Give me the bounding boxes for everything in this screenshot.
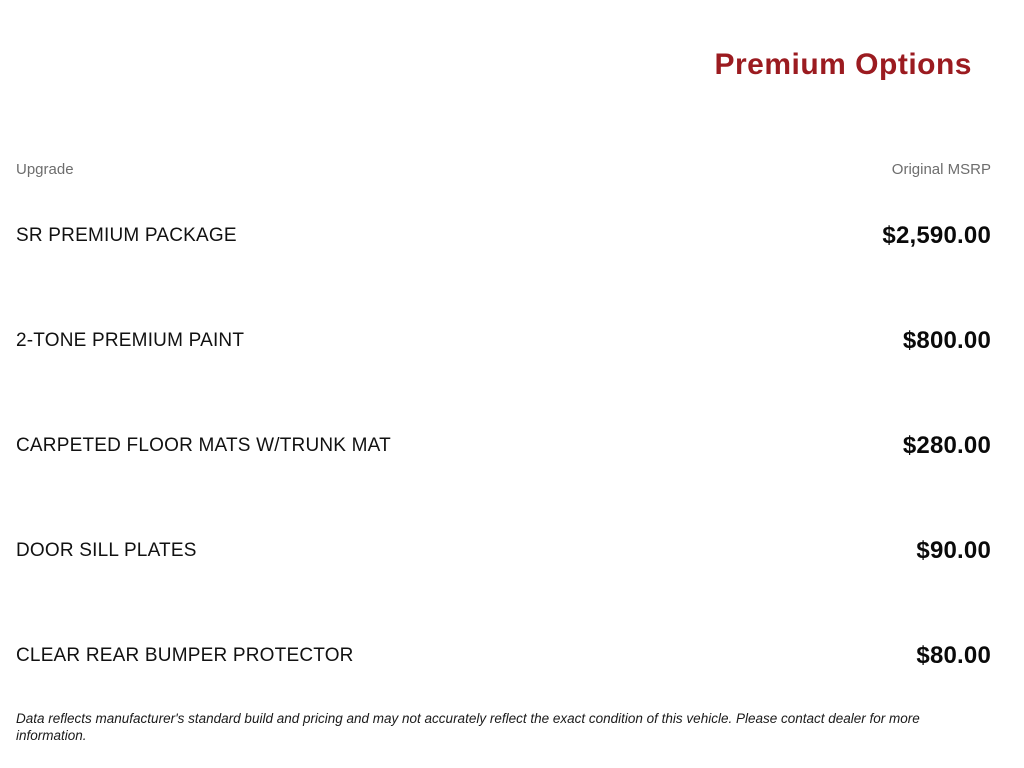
option-label: CARPETED FLOOR MATS W/TRUNK MAT xyxy=(16,435,391,456)
disclaimer-text: Data reflects manufacturer's standard build and pricing and may not accurately reflect the exact condition of this vehicle. Please contact dealer for more information. xyxy=(16,711,920,743)
option-label: CLEAR REAR BUMPER PROTECTOR xyxy=(16,645,354,666)
option-label: 2-TONE PREMIUM PAINT xyxy=(16,330,245,351)
table-row xyxy=(16,640,991,672)
table-row xyxy=(16,220,991,252)
option-price: $280.00 xyxy=(902,432,991,459)
table-row xyxy=(16,535,991,567)
column-header-upgrade: Upgrade xyxy=(16,161,74,178)
options-table xyxy=(0,160,1024,672)
option-label: SR PREMIUM PACKAGE xyxy=(16,225,237,246)
table-row xyxy=(16,430,991,462)
option-price: $800.00 xyxy=(902,327,991,354)
column-header-msrp: Original MSRP xyxy=(891,161,991,178)
table-row xyxy=(16,325,991,357)
option-label: DOOR SILL PLATES xyxy=(16,540,197,561)
option-price: $2,590.00 xyxy=(882,222,991,249)
option-price: $80.00 xyxy=(916,642,991,669)
title-row xyxy=(0,0,1024,84)
page-title: Premium Options xyxy=(714,48,972,81)
table-header-row xyxy=(16,160,991,180)
option-price: $90.00 xyxy=(916,537,991,564)
